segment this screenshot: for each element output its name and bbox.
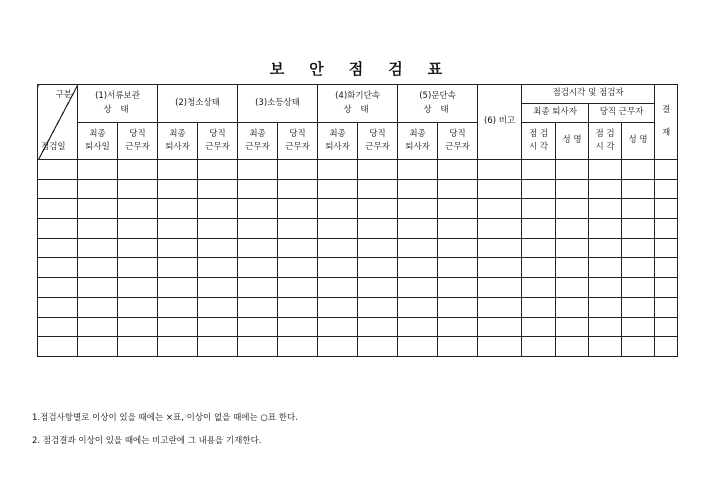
table-cell[interactable] [38, 179, 78, 199]
table-cell[interactable] [198, 278, 238, 298]
table-cell[interactable] [238, 258, 278, 278]
table-cell[interactable] [622, 238, 655, 258]
table-cell[interactable] [78, 160, 118, 180]
table-cell[interactable] [318, 278, 358, 298]
table-cell[interactable] [478, 337, 522, 357]
table-cell[interactable] [478, 317, 522, 337]
sub-column-header [78, 123, 118, 160]
sub-col-b: 퇴사자 [325, 142, 350, 152]
check-time-header [589, 123, 622, 160]
table-cell[interactable] [78, 219, 118, 239]
table-cell[interactable] [38, 297, 78, 317]
name-header: 성 명 [556, 123, 589, 160]
table-cell[interactable] [318, 317, 358, 337]
table-cell[interactable] [38, 337, 78, 357]
table-cell[interactable] [238, 238, 278, 258]
table-cell[interactable] [158, 258, 198, 278]
sub-column-header [278, 123, 318, 160]
table-cell[interactable] [78, 258, 118, 278]
table-cell[interactable] [622, 199, 655, 219]
sub-column-header [358, 123, 398, 160]
table-cell[interactable] [198, 238, 238, 258]
table-cell[interactable] [278, 238, 318, 258]
table-cell[interactable] [589, 199, 622, 219]
table-row [38, 199, 678, 219]
table-cell[interactable] [438, 337, 478, 357]
table-cell[interactable] [278, 278, 318, 298]
table-cell[interactable] [118, 297, 158, 317]
title-char: 표 [427, 60, 444, 78]
table-cell[interactable] [478, 278, 522, 298]
note-2: 2. 점검결과 이상이 있을 때에는 비고란에 그 내용을 기재한다. [32, 436, 262, 446]
table-row [38, 238, 678, 258]
table-cell[interactable] [238, 160, 278, 180]
table-cell[interactable] [38, 199, 78, 219]
title-char: 안 [309, 60, 325, 78]
table-cell[interactable] [438, 258, 478, 278]
table-cell[interactable] [522, 317, 556, 337]
sub-col-b: 근무자 [245, 142, 270, 152]
table-cell[interactable] [318, 219, 358, 239]
table-cell[interactable] [158, 219, 198, 239]
sub-col-a: 최종 [89, 128, 106, 139]
table-cell[interactable] [238, 219, 278, 239]
sub-col-a: 당직 [289, 128, 306, 139]
table-cell[interactable] [198, 160, 238, 180]
page-title [0, 58, 713, 79]
table-cell[interactable] [478, 258, 522, 278]
table-cell[interactable] [589, 160, 622, 180]
sub-col-b: 퇴사자 [405, 142, 430, 152]
table-cell[interactable] [358, 278, 398, 298]
category-line1: (4)화기단속 [335, 91, 380, 102]
table-cell[interactable] [78, 179, 118, 199]
table-cell[interactable] [438, 317, 478, 337]
table-cell[interactable] [438, 278, 478, 298]
sub-col-a: 당직 [369, 128, 386, 139]
security-check-table [37, 84, 678, 357]
name-header: 성 명 [622, 123, 655, 160]
table-cell[interactable] [118, 238, 158, 258]
table-cell[interactable] [238, 199, 278, 219]
sub-col-a: 당직 [449, 128, 466, 139]
table-cell[interactable] [522, 278, 556, 298]
table-cell[interactable] [398, 199, 438, 219]
category-line1: (2)청소상태 [175, 97, 220, 108]
table-cell[interactable] [556, 238, 589, 258]
table-cell[interactable] [556, 297, 589, 317]
sub-column-header [238, 123, 278, 160]
table-cell[interactable] [438, 219, 478, 239]
table-cell[interactable] [398, 219, 438, 239]
approval-line2: 재 [661, 128, 671, 138]
table-cell[interactable] [398, 317, 438, 337]
sub-col-a: 최종 [409, 128, 426, 139]
table-cell[interactable] [522, 258, 556, 278]
table-cell[interactable] [38, 160, 78, 180]
sub-column-header [118, 123, 158, 160]
category-header [318, 85, 398, 123]
table-cell[interactable] [358, 297, 398, 317]
table-cell[interactable] [158, 337, 198, 357]
table-cell[interactable] [655, 278, 678, 298]
table-cell[interactable] [478, 219, 522, 239]
table-cell[interactable] [622, 258, 655, 278]
sub-column-header [198, 123, 238, 160]
table-cell[interactable] [278, 219, 318, 239]
category-line2: 상 태 [103, 104, 132, 115]
table-cell[interactable] [38, 238, 78, 258]
table-cell[interactable] [398, 179, 438, 199]
table-cell[interactable] [358, 160, 398, 180]
table-row [38, 278, 678, 298]
table-cell[interactable] [278, 297, 318, 317]
table-row [38, 297, 678, 317]
table-cell[interactable] [118, 317, 158, 337]
table-cell[interactable] [438, 160, 478, 180]
table-cell[interactable] [622, 219, 655, 239]
table-cell[interactable] [398, 160, 438, 180]
table-row [38, 219, 678, 239]
table-cell[interactable] [278, 160, 318, 180]
table-cell[interactable] [522, 179, 556, 199]
sub-col-a: 당직 [129, 128, 146, 139]
table-cell[interactable] [198, 317, 238, 337]
table-cell[interactable] [589, 258, 622, 278]
table-cell[interactable] [478, 179, 522, 199]
table-cell[interactable] [278, 199, 318, 219]
table-cell[interactable] [198, 337, 238, 357]
category-line2: 상 태 [343, 104, 372, 115]
table-cell[interactable] [556, 179, 589, 199]
table-cell[interactable] [438, 297, 478, 317]
table-cell[interactable] [158, 278, 198, 298]
table-cell[interactable] [78, 238, 118, 258]
table-cell[interactable] [158, 317, 198, 337]
approval-line1: 결 [661, 104, 671, 115]
table-cell[interactable] [522, 297, 556, 317]
time-line1: 점 검 [595, 128, 615, 139]
table-cell[interactable] [318, 238, 358, 258]
table-cell[interactable] [278, 337, 318, 357]
table-cell[interactable] [38, 219, 78, 239]
table-cell[interactable] [589, 278, 622, 298]
table-cell[interactable] [589, 337, 622, 357]
table-row [38, 179, 678, 199]
table-cell[interactable] [198, 297, 238, 317]
title-char: 보 [269, 60, 286, 78]
table-cell[interactable] [118, 278, 158, 298]
table-row [38, 337, 678, 357]
table-cell[interactable] [398, 337, 438, 357]
table-cell[interactable] [655, 258, 678, 278]
table-cell[interactable] [158, 199, 198, 219]
table-cell[interactable] [38, 317, 78, 337]
table-cell[interactable] [522, 160, 556, 180]
table-cell[interactable] [522, 219, 556, 239]
table-cell[interactable] [358, 179, 398, 199]
table-cell[interactable] [118, 179, 158, 199]
table-cell[interactable] [622, 317, 655, 337]
table-cell[interactable] [358, 219, 398, 239]
inspection-group-header: 최종 퇴사자 [522, 104, 589, 123]
table-cell[interactable] [438, 238, 478, 258]
table-cell[interactable] [118, 199, 158, 219]
table-cell[interactable] [522, 199, 556, 219]
table-cell[interactable] [398, 278, 438, 298]
time-line2: 시 각 [595, 142, 615, 152]
table-cell[interactable] [238, 297, 278, 317]
approval-header [655, 85, 678, 160]
table-cell[interactable] [556, 337, 589, 357]
corner-bottom-label: 점검일 [41, 141, 66, 152]
table-cell[interactable] [158, 179, 198, 199]
table-row [38, 317, 678, 337]
category-line1: (3)소등상태 [255, 97, 300, 108]
table-cell[interactable] [398, 258, 438, 278]
title-char: 검 [388, 60, 404, 78]
table-cell[interactable] [622, 297, 655, 317]
category-line1: (5)문단속 [419, 91, 456, 102]
table-cell[interactable] [655, 317, 678, 337]
table-cell[interactable] [358, 317, 398, 337]
table-cell[interactable] [198, 258, 238, 278]
table-cell[interactable] [318, 258, 358, 278]
table-cell[interactable] [655, 219, 678, 239]
table-cell[interactable] [158, 160, 198, 180]
table-cell[interactable] [556, 258, 589, 278]
table-cell[interactable] [438, 199, 478, 219]
table-row [38, 160, 678, 180]
sub-col-b: 근무자 [445, 142, 470, 152]
table-cell[interactable] [556, 278, 589, 298]
table-cell[interactable] [556, 199, 589, 219]
sub-col-a: 최종 [329, 128, 346, 139]
time-line2: 시 각 [529, 142, 549, 152]
table-cell[interactable] [478, 199, 522, 219]
table-cell[interactable] [78, 297, 118, 317]
table-cell[interactable] [318, 297, 358, 317]
table-cell[interactable] [478, 238, 522, 258]
table-cell[interactable] [118, 258, 158, 278]
sub-col-b: 근무자 [285, 142, 310, 152]
table-body [38, 160, 678, 357]
table-cell[interactable] [398, 297, 438, 317]
table-cell[interactable] [158, 238, 198, 258]
table-cell[interactable] [622, 337, 655, 357]
sub-col-b: 근무자 [365, 142, 390, 152]
table-cell[interactable] [118, 160, 158, 180]
table-cell[interactable] [589, 297, 622, 317]
category-header [398, 85, 478, 123]
table-cell[interactable] [589, 179, 622, 199]
table-cell[interactable] [318, 179, 358, 199]
sub-col-a: 당직 [209, 128, 226, 139]
table-cell[interactable] [238, 337, 278, 357]
table-cell[interactable] [478, 160, 522, 180]
category-header [78, 85, 158, 123]
table-cell[interactable] [655, 297, 678, 317]
sub-col-b: 근무자 [205, 142, 230, 152]
table-cell[interactable] [198, 219, 238, 239]
table-cell[interactable] [522, 238, 556, 258]
table-cell[interactable] [158, 297, 198, 317]
table-cell[interactable] [655, 238, 678, 258]
table-cell[interactable] [118, 219, 158, 239]
corner-header [38, 85, 78, 160]
time-line1: 점 검 [529, 128, 549, 139]
table-cell[interactable] [358, 199, 398, 219]
table-cell[interactable] [655, 160, 678, 180]
table-cell[interactable] [38, 258, 78, 278]
table-cell[interactable] [522, 337, 556, 357]
table-cell[interactable] [118, 337, 158, 357]
table-cell[interactable] [318, 199, 358, 219]
table-cell[interactable] [556, 219, 589, 239]
table-cell[interactable] [278, 258, 318, 278]
table-cell[interactable] [318, 337, 358, 357]
table-cell[interactable] [198, 199, 238, 219]
table-cell[interactable] [78, 317, 118, 337]
table-cell[interactable] [78, 337, 118, 357]
category-header [158, 85, 238, 123]
table-cell[interactable] [358, 258, 398, 278]
table-cell[interactable] [556, 160, 589, 180]
table-cell[interactable] [655, 179, 678, 199]
table-cell[interactable] [589, 238, 622, 258]
sub-col-a: 최종 [169, 128, 186, 139]
table-cell[interactable] [655, 337, 678, 357]
table-cell[interactable] [318, 160, 358, 180]
table-cell[interactable] [278, 179, 318, 199]
category-line2: 상 태 [423, 104, 452, 115]
sub-col-b: 퇴사자 [165, 142, 190, 152]
table-cell[interactable] [278, 317, 318, 337]
table-cell[interactable] [438, 179, 478, 199]
note-1: 1.점검사항별로 이상이 있을 때에는 ×표, 이상이 없을 때에는 ○표 한다. [32, 413, 298, 423]
inspection-group-header: 당직 근무자 [589, 104, 655, 123]
sub-column-header [398, 123, 438, 160]
table-cell[interactable] [78, 278, 118, 298]
sub-column-header [318, 123, 358, 160]
check-time-header [522, 123, 556, 160]
category-line1: (1)서류보관 [95, 91, 140, 102]
table-cell[interactable] [238, 278, 278, 298]
table-cell[interactable] [556, 317, 589, 337]
category-header [238, 85, 318, 123]
table-cell[interactable] [358, 238, 398, 258]
inspection-header: 점검시각 및 점검자 [522, 85, 655, 104]
table-cell[interactable] [622, 278, 655, 298]
table-cell[interactable] [589, 317, 622, 337]
sub-column-header [158, 123, 198, 160]
table-row [38, 258, 678, 278]
table-cell[interactable] [198, 179, 238, 199]
table-cell[interactable] [589, 219, 622, 239]
sub-col-b: 퇴사일 [85, 142, 110, 152]
table-cell[interactable] [78, 199, 118, 219]
table-cell[interactable] [655, 199, 678, 219]
sub-column-header [438, 123, 478, 160]
remarks-header: (6) 비고 [478, 85, 522, 160]
title-char: 점 [348, 60, 365, 78]
table-cell[interactable] [478, 297, 522, 317]
corner-top-label: 구분 [55, 90, 72, 100]
sub-col-b: 근무자 [125, 142, 150, 152]
table-cell[interactable] [238, 317, 278, 337]
table-cell[interactable] [38, 278, 78, 298]
table-cell[interactable] [622, 179, 655, 199]
table-cell[interactable] [358, 337, 398, 357]
sub-col-a: 최종 [249, 128, 266, 139]
table-cell[interactable] [398, 238, 438, 258]
table-cell[interactable] [238, 179, 278, 199]
table-cell[interactable] [622, 160, 655, 180]
